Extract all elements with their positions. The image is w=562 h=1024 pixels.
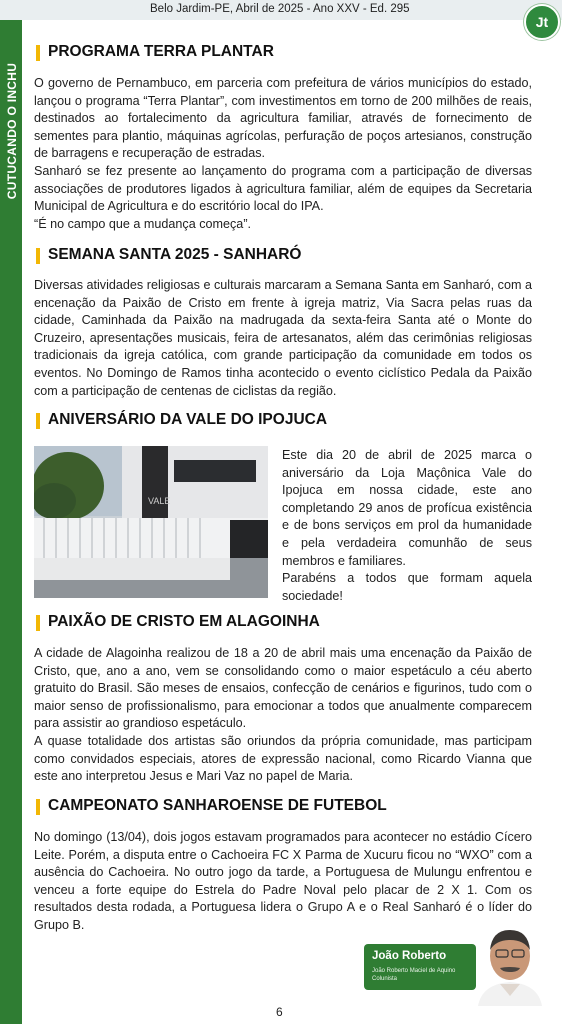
section-title: PAIXÃO DE CRISTO EM ALAGOINHA [36, 613, 320, 631]
section-body [34, 277, 532, 400]
paragraph: O governo de Pernambuco, em parceria com prefeitura de vários municípios do estado, lançou o programa “Terra Plantar”, com investimentos em torno de 200 milhões de reais, destinados ao fortalecimento da agricultura familiar, através de fornecimento de sementes para plantio, máquinas agrícolas, perfuração de poços artesianos, construção de barragens e recuperação de estradas. [34, 76, 532, 161]
edition-header: Belo Jardim-PE, Abril de 2025 - Ano XXV - Ed. 295 [150, 3, 410, 15]
section-title: PROGRAMA TERRA PLANTAR [36, 43, 274, 61]
section-title: CAMPEONATO SANHAROENSE DE FUTEBOL [36, 797, 387, 815]
section-body-side [282, 447, 532, 605]
author-avatar [474, 922, 546, 1006]
paragraph: Sanharó se fez presente ao lançamento do programa com a participação de diversas associações de produtores ligados à agricultura familiar, além de equipes da Secretaria Municipal de Agricultura e do escritório local do IPA. [34, 163, 532, 214]
column-name: CUTUCANDO O INCHU [5, 62, 19, 200]
paragraph: Diversas atividades religiosas e culturais marcaram a Semana Santa em Sanharó, com a encenação da Paixão de Cristo em frente à igreja matriz, Via Sacra pelas ruas da cidade, Caminhada da Paixão na madrugada da sexta-feira Santa até o Monte do Cruzeiro, apresentações musicais, feira de artesanatos, além das cerimônias religiosas tradicionais da igreja católica, com grande participação da comunidade em todos os eventos. No Domingo de Ramos tinha acontecido o evento ciclístico Pedala da Paixão com a participação de centenas de ciclistas da região. [34, 278, 532, 398]
section-title: ANIVERSÁRIO DA VALE DO IPOJUCA [36, 411, 327, 429]
column-sidebar [0, 20, 22, 1024]
paragraph: Parabéns a todos que formam aquela sociedade! [282, 571, 532, 603]
paragraph: A quase totalidade dos artistas são oriundos da própria comunidade, mas participam como convidados especiais, atores de expressão nacional, como Ricardo Vianna que este ano interpretou Jesus e Mari Vaz no papel de Maria. [34, 733, 532, 784]
section-body [34, 75, 532, 233]
paragraph: A cidade de Alagoinha realizou de 18 a 20 de abril mais uma encenação da Paixão de Cristo, que, ano a ano, vem se consolidando como o maior espetáculo a céu aberto gratuito do Brasil. São meses de ensaios, confecção de cenários e figurinos, tudo com o maior senso de profissionalismo, para emocionar a todos que anualmente comparecem para assistir ao grandioso espetáculo. [34, 646, 532, 731]
author-name: João Roberto [372, 950, 447, 962]
section-body [34, 645, 532, 786]
paragraph: No domingo (13/04), dois jogos estavam programados para acontecer no estádio Cícero Leite. Porém, a disputa entre o Cachoeira FC X Parma de Xucuru ficou no “WXO” com a ausência do Cachoeira. No outro jogo da tarde, a Portuguesa de Mulungu enfrentou e venceu a forte equipe do Estrela do Padre Noval pelo placar de 2 X 1. Com os resultados desta rodada, a Portuguesa lidera o Grupo A e o Real Sanharó é o líder do Grupo B. [34, 830, 532, 932]
newspaper-logo: Jt [524, 4, 560, 40]
section-title: SEMANA SANTA 2025 - SANHARÓ [36, 246, 302, 264]
building-sign-text: VALE [148, 496, 171, 506]
section-body [34, 829, 532, 935]
page-number: 6 [276, 1005, 283, 1019]
author-role: João Roberto Maciel de Aquino Colunista [372, 968, 456, 982]
lodge-building-photo [34, 446, 268, 598]
paragraph: “É no campo que a mudança começa”. [34, 216, 252, 231]
paragraph: Este dia 20 de abril de 2025 marca o aniversário da Loja Maçônica Vale do Ipojuca em nossa cidade, este ano completando 29 anos de profícua existência e de bons serviços em prol da humanidade e pela verdadeira comunhão de seus membros e familiares. [282, 448, 532, 568]
author-card [364, 944, 476, 990]
